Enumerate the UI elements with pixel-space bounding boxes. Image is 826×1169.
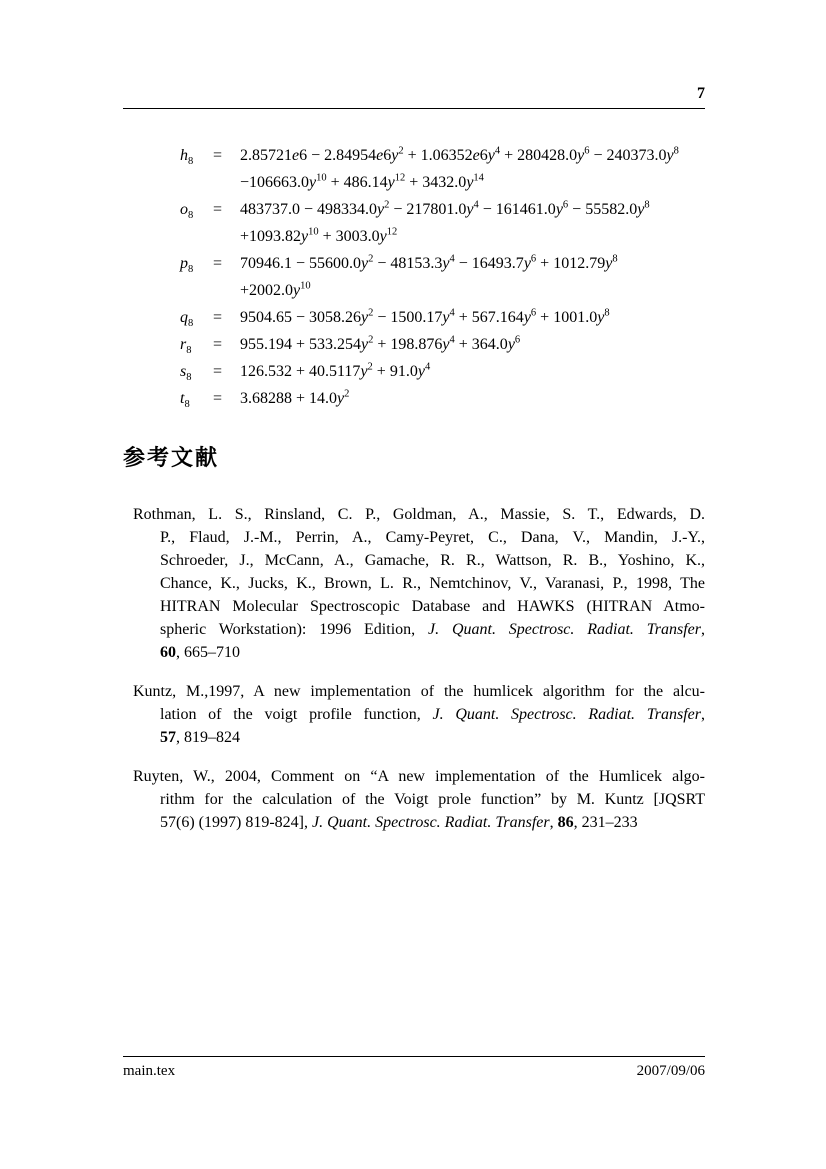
exponent: 8 [644,199,650,211]
math-variable: y [555,201,563,218]
math-variable: t [180,390,185,407]
equals-sign: = [213,390,223,407]
math-variable: y [387,174,395,191]
equation-expression: $+1093.82y^{10} + 3003.0y^{12}$ [240,226,398,245]
equation-label [180,331,213,358]
reference-text: Kuntz, M.,1997, A new implementation of the humlicek algorithm for the alcu- [133,683,705,700]
reference-text: Chance, K., Jucks, K., Brown, L. R., Nemtchinov, V., Varanasi, P., 1998, The [160,575,705,592]
equals-sign: = [213,147,223,164]
reference-line [123,726,705,749]
math-variable: y [309,174,317,191]
reference-text: spheric Workstation): 1996 Edition, [160,621,428,638]
journal-name: J. Quant. Spectrosc. Radiat. Transfer [432,706,701,723]
equation-label [180,223,213,250]
reference-line [123,549,705,572]
math-variable: y [605,255,613,272]
exponent: 8 [612,253,618,265]
reference-line [123,526,705,549]
reference-text: lation of the voigt profile function, [160,706,433,723]
exponent: 10 [300,280,311,292]
math-variable: y [360,363,368,380]
equation-label [180,358,213,385]
math-variable: e [376,147,384,164]
equation-expression: $-106663.0y^{10} + 486.14y^{12} + 3432.0y^{14}$ [240,172,484,191]
references-heading: 参考文献 [123,445,220,470]
equation-expression: $9504.65 - 3058.26y^2 - 1500.17y^4 + 567.164y^6 + 1001.0y^8$ [240,307,610,326]
exponent: 2 [384,199,390,211]
reference-entry [123,680,705,749]
page-footer [123,1056,705,1081]
exponent: 8 [604,307,610,319]
reference-line [123,680,705,703]
equation-label-subscript: 8 [186,372,192,384]
exponent: 2 [368,253,374,265]
math-variable: y [523,255,531,272]
volume-number: 86 [557,814,574,831]
math-variable: o [180,201,188,218]
equation-expression: $3.68288 + 14.0y^2$ [240,388,350,407]
reference-text: , [701,706,705,723]
math-variable: y [466,201,474,218]
math-variable: s [180,363,187,380]
math-variable: y [379,228,387,245]
math-variable: y [377,201,385,218]
equation-expression: $2.85721e6 - 2.84954e6y^2 + 1.06352e6y^4 + 280428.0y^6 - 240373.0y^8$ [240,145,679,164]
exponent: 4 [473,199,479,211]
math-variable: y [577,147,585,164]
reference-line [123,595,705,618]
references-list [123,503,705,850]
exponent: 2 [344,388,350,400]
exponent: 4 [449,253,455,265]
math-variable: y [293,282,301,299]
math-variable: p [180,255,188,272]
reference-text: HITRAN Molecular Spectroscopic Database and HAWKS (HITRAN Atmo- [160,598,705,615]
reference-line [123,572,705,595]
reference-line [123,503,705,526]
equals-sign: = [213,309,223,326]
exponent: 14 [473,172,484,184]
reference-text: rithm for the calculation of the Voigt prole function” by M. Kuntz [JQSRT [160,791,705,808]
equation-label [180,196,213,223]
math-variable: y [361,336,369,353]
equation-expression: $955.194 + 533.254y^2 + 198.876y^4 + 364.0y^6$ [240,334,521,353]
equals-sign: = [213,255,223,272]
reference-text: , 665–710 [176,644,240,661]
reference-line [123,641,705,664]
equals-sign: = [213,336,223,353]
page-header [123,84,705,109]
volume-number: 60 [160,644,176,661]
exponent: 12 [386,226,398,238]
math-variable: e [292,147,300,164]
equation-label-subscript: 8 [188,264,194,276]
math-variable: y [361,255,369,272]
footer-filename: main.tex [123,1063,176,1079]
page-number: 7 [697,85,705,102]
equation-label [180,250,213,277]
reference-line [123,703,705,726]
equals-sign: = [213,363,223,380]
math-variable: r [180,336,187,353]
equation-expression: $126.532 + 40.5117y^2 + 91.0y^4$ [240,361,431,380]
exponent: 2 [368,334,374,346]
reference-line [123,765,705,788]
reference-text: , 819–824 [176,729,240,746]
reference-text: 57(6) (1997) 819-824], [160,814,312,831]
reference-text: Schroeder, J., McCann, A., Gamache, R. R., Wattson, R. B., Yoshino, K., [160,552,705,569]
equation-expression: $483737.0 - 498334.0y^2 - 217801.0y^4 - 161461.0y^6 - 55582.0y^8$ [240,199,650,218]
reference-text: , [549,814,558,831]
equation-label [180,304,213,331]
math-variable: y [597,309,605,326]
math-variable: y [442,336,450,353]
exponent: 6 [530,307,537,319]
math-variable: y [487,147,495,164]
math-variable: q [180,309,188,326]
math-variable: y [391,147,399,164]
equation-label [180,277,213,304]
equation-label [180,169,213,196]
reference-text: , [701,621,705,638]
reference-entry [123,503,705,664]
equals-sign [213,223,240,250]
exponent: 8 [673,145,679,157]
exponent: 6 [562,199,569,211]
exponent: 6 [530,253,537,265]
reference-line [123,788,705,811]
math-variable: y [666,147,674,164]
math-variable: y [637,201,645,218]
math-variable: y [337,390,345,407]
reference-text: P., Flaud, J.-M., Perrin, A., Camy-Peyret, C., Dana, V., Mandin, J.-Y., [160,529,705,546]
math-variable: y [442,309,450,326]
exponent: 6 [514,334,521,346]
exponent: 4 [449,334,455,346]
equation-label [180,385,213,412]
math-variable: h [180,147,188,164]
exponent: 6 [584,145,590,157]
exponent: 2 [367,361,373,373]
equation-label-subscript: 8 [186,345,192,357]
equation-label [180,142,213,169]
reference-line [123,811,705,834]
exponent: 12 [394,172,406,184]
exponent: 10 [316,172,327,184]
exponent: 2 [368,307,374,319]
math-variable: y [507,336,515,353]
reference-text: Rothman, L. S., Rinsland, C. P., Goldman, A., Massie, S. T., Edwards, D. [133,506,705,523]
reference-text: Ruyten, W., 2004, Comment on “A new implementation of the Humlicek algo- [133,768,705,785]
footer-date: 2007/09/06 [636,1063,705,1079]
math-variable: y [301,228,309,245]
journal-name: J. Quant. Spectrosc. Radiat. Transfer [311,814,550,831]
math-variable: y [523,309,531,326]
equation-label-subscript: 8 [184,399,190,411]
math-variable: y [442,255,450,272]
math-variable: y [361,309,369,326]
equation-expression: $+2002.0y^{10}$ [240,280,311,299]
equals-sign [213,277,240,304]
equals-sign: = [213,201,223,218]
journal-name: J. Quant. Spectrosc. Radiat. Transfer [428,621,701,638]
equation-label-subscript: 8 [188,156,194,168]
math-variable: y [417,363,425,380]
exponent: 4 [494,145,501,157]
exponent: 10 [308,226,319,238]
equation-label-subscript: 8 [188,210,194,222]
math-variable: e [472,147,480,164]
math-variable: y [466,174,474,191]
equation-expression: $70946.1 - 55600.0y^2 - 48153.3y^4 - 16493.7y^6 + 1012.79y^8$ [240,253,618,272]
exponent: 4 [449,307,455,319]
equation-block [180,142,679,412]
reference-line [123,618,705,641]
exponent: 4 [424,361,431,373]
reference-entry [123,765,705,834]
volume-number: 57 [160,729,176,746]
reference-text: , 231–233 [573,814,638,831]
equation-label-subscript: 8 [188,318,194,330]
exponent: 2 [398,145,404,157]
equals-sign [213,169,240,196]
